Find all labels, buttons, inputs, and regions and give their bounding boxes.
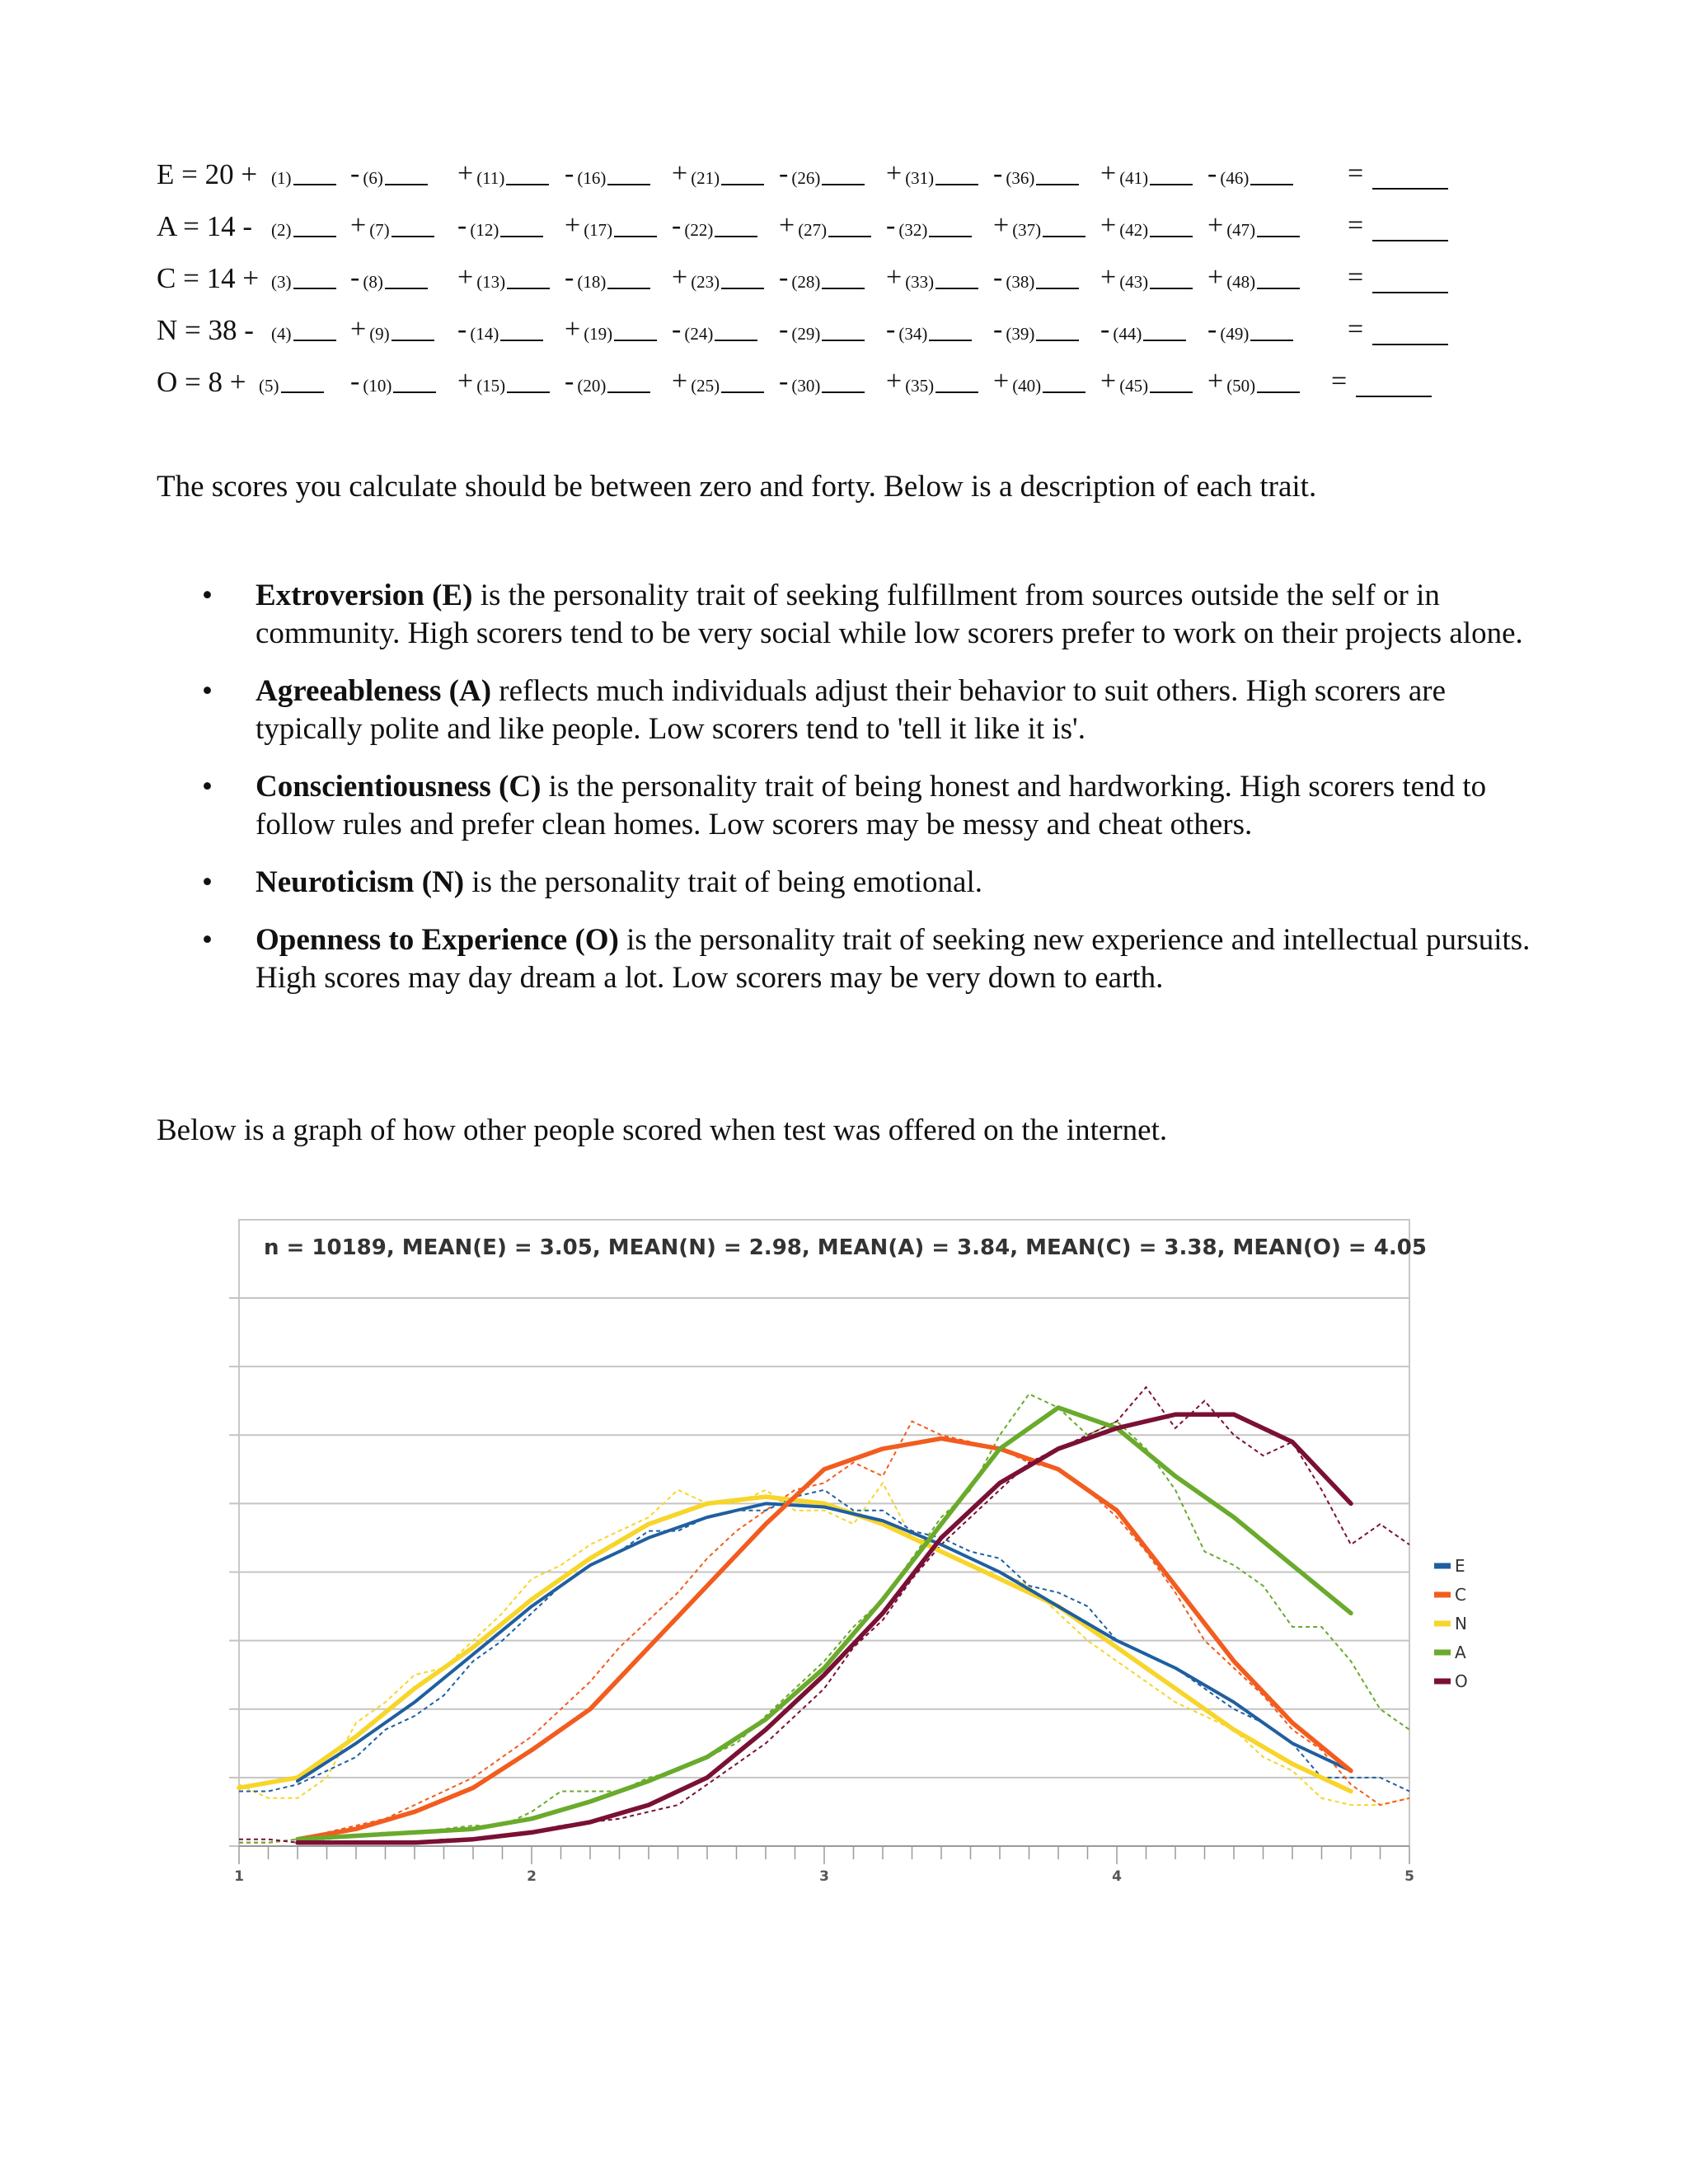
formula-operator: - [993,158,1003,189]
item-number: (20) [577,376,607,396]
item-number: (4) [271,324,292,344]
equals-sign: = [1331,366,1348,396]
bullet-icon: • [202,923,213,957]
graph-intro-text: Below is a graph of how other people scored when test was offered on the internet. [157,1113,1168,1147]
score-result-blank[interactable] [1372,240,1448,241]
formula-operator: + [672,366,688,396]
formula-term [350,262,428,295]
formula-term [565,210,657,243]
formula-operator: - [993,262,1003,293]
answer-blank[interactable] [607,390,650,393]
formula-lhs: A = 14 - [157,210,252,242]
formula-term [672,210,757,243]
formula-operator: - [565,158,574,189]
answer-blank[interactable] [721,390,764,393]
trait-item [202,921,1537,997]
chart-frame [239,1220,1409,1846]
formula-term [672,158,764,191]
item-number: (39) [1006,324,1035,344]
item-number: (40) [1012,376,1042,396]
formula-operator: - [457,314,467,344]
answer-blank[interactable] [1250,182,1293,185]
answer-blank[interactable] [507,286,550,289]
answer-blank[interactable] [1043,390,1085,393]
formula-term [268,210,336,243]
formula-term [779,262,865,295]
formula-operator: - [565,366,574,396]
answer-blank[interactable] [393,390,436,393]
formula-operator: + [672,262,688,293]
formula-term [1100,314,1186,347]
equals-sign: = [1348,158,1364,189]
answer-blank[interactable] [293,286,336,289]
answer-blank[interactable] [822,286,865,289]
answer-blank[interactable] [1150,286,1193,289]
answer-blank[interactable] [293,234,336,237]
formula-operator: + [1100,366,1117,396]
item-number: (17) [584,220,613,240]
item-number: (35) [905,376,935,396]
bullet-icon: • [202,865,213,899]
formula-term [1207,366,1300,399]
answer-blank[interactable] [1036,338,1079,341]
equals-sign: = [1348,262,1364,293]
answer-blank[interactable] [1150,390,1193,393]
formula-operator: - [779,366,789,396]
intro-text: The scores you calculate should be between zero and forty. Below is a description of each trait. [157,470,1317,504]
item-number: (37) [1012,220,1042,240]
formula-operator: + [565,314,581,344]
formula-term [268,262,336,295]
item-number: (42) [1119,220,1149,240]
trait-description: is the personality trait of being honest and hardworking. High scorers tend to follow rules and prefer clean homes. Low scorers may be messy and cheat others. [256,770,1487,841]
formula-lhs: E = 20 + [157,158,258,190]
item-number: (30) [791,376,821,396]
formula-term [457,314,543,347]
item-number: (2) [271,220,292,240]
item-number: (19) [584,324,613,344]
formula-operator: + [886,262,903,293]
trait-description: is the personality trait of seeking fulfillment from sources outside the self or in community. High scorers tend to be very social while low scorers prefer to work on their projects alone. [256,579,1523,650]
item-number: (11) [476,168,505,188]
formula-line [157,314,1475,352]
formula-term [993,262,1079,295]
item-number: (38) [1006,272,1035,292]
formula-operator: - [565,262,574,293]
formula-term [565,158,650,191]
formula-term [268,158,336,191]
trait-description: reflects much individuals adjust their behavior to suit others. High scorers are typically polite and like people. Low scorers tend to 'tell it like it is'. [256,674,1447,746]
formula-term [256,366,324,399]
answer-blank[interactable] [1250,338,1293,341]
answer-blank[interactable] [1257,234,1300,237]
formula-operator: + [993,210,1010,241]
formula-lhs: O = 8 + [157,366,246,398]
item-number: (21) [691,168,720,188]
formula-term [993,158,1079,191]
formula-operator: + [457,262,474,293]
answer-blank[interactable] [607,182,650,185]
item-number: (41) [1119,168,1149,188]
formula-term [779,158,865,191]
trait-description: is the personality trait of being emotional. [464,865,982,899]
formula-operator: - [779,314,789,344]
x-tick-label: 5 [1404,1868,1414,1885]
answer-blank[interactable] [1043,234,1085,237]
answer-blank[interactable] [500,338,543,341]
formula-term [565,314,657,347]
bullet-icon: • [202,674,213,708]
formula-operator: - [350,262,360,293]
item-number: (34) [898,324,928,344]
formula-operator: + [1100,210,1117,241]
formula-term [886,158,978,191]
formula-term [1100,366,1193,399]
answer-blank[interactable] [715,338,757,341]
formula-lhs: N = 38 - [157,314,254,346]
item-number: (48) [1226,272,1256,292]
trait-name: Extroversion (E) [256,579,473,612]
answer-blank[interactable] [392,234,434,237]
item-number: (24) [684,324,714,344]
formula-operator: + [1207,262,1224,293]
item-number: (26) [791,168,821,188]
item-number: (10) [363,376,392,396]
formula-operator: + [672,158,688,189]
formula-term [565,366,650,399]
item-number: (13) [476,272,506,292]
item-number: (7) [369,220,390,240]
x-tick-label: 3 [819,1868,829,1885]
item-number: (25) [691,376,720,396]
formula-lhs: C = 14 + [157,262,260,294]
score-distribution-chart [223,1212,1468,1912]
item-number: (32) [898,220,928,240]
formula-operator: - [1207,158,1217,189]
formula-line [157,210,1475,248]
formula-term [350,210,434,243]
item-number: (46) [1220,168,1250,188]
item-number: (33) [905,272,935,292]
answer-blank[interactable] [506,182,549,185]
answer-blank[interactable] [385,286,428,289]
formula-operator: - [1207,314,1217,344]
formula-term [779,210,871,243]
answer-blank[interactable] [500,234,543,237]
formula-term [672,262,764,295]
answer-blank[interactable] [822,338,865,341]
answer-blank[interactable] [1257,390,1300,393]
bullet-icon: • [202,579,213,612]
equals-sign: = [1348,314,1364,344]
answer-blank[interactable] [721,286,764,289]
formula-term [350,158,428,191]
answer-blank[interactable] [1143,338,1186,341]
formula-term [886,210,972,243]
score-result-blank[interactable] [1356,396,1432,397]
item-number: (45) [1119,376,1149,396]
answer-blank[interactable] [929,338,972,341]
formula-operator: + [886,158,903,189]
answer-blank[interactable] [935,182,978,185]
formula-term [672,314,757,347]
answer-blank[interactable] [828,234,871,237]
item-number: (18) [577,272,607,292]
formula-operator: - [1100,314,1110,344]
formula-term [1100,158,1193,191]
formula-term [565,262,650,295]
answer-blank[interactable] [929,234,972,237]
legend-label-A: A [1455,1643,1466,1662]
item-number: (28) [791,272,821,292]
formula-operator: - [779,158,789,189]
answer-blank[interactable] [507,390,550,393]
answer-blank[interactable] [293,338,336,341]
formula-operator: - [993,314,1003,344]
legend-label-C: C [1455,1585,1466,1605]
formula-term [779,314,865,347]
item-number: (16) [577,168,607,188]
formula-term [886,314,972,347]
formula-operator: - [350,158,360,189]
item-number: (14) [470,324,499,344]
item-number: (29) [791,324,821,344]
formula-operator: + [350,210,367,241]
trait-name: Neuroticism (N) [256,865,465,899]
formula-term [993,210,1085,243]
formula-term [993,366,1085,399]
formula-term [457,366,550,399]
answer-blank[interactable] [614,338,657,341]
item-number: (15) [476,376,506,396]
formula-term [1207,262,1300,295]
equals-sign: = [1348,210,1364,241]
formula-term [672,366,764,399]
chart-svg [223,1212,1468,1912]
formula-operator: + [779,210,795,241]
item-number: (23) [691,272,720,292]
legend-label-N: N [1455,1614,1467,1633]
formula-operator: - [886,210,896,241]
item-number: (6) [363,168,383,188]
answer-blank[interactable] [281,390,324,393]
item-number: (49) [1220,324,1250,344]
trait-item [202,577,1537,653]
item-number: (1) [271,168,292,188]
x-tick-label: 1 [234,1868,244,1885]
answer-blank[interactable] [1150,182,1193,185]
answer-blank[interactable] [721,182,764,185]
answer-blank[interactable] [293,182,336,185]
formula-term [1207,158,1293,191]
formula-operator: + [1100,158,1117,189]
formula-operator: + [1100,262,1117,293]
formula-term [1100,262,1193,295]
formula-operator: + [565,210,581,241]
trait-description: is the personality trait of seeking new experience and intellectual pursuits. High scores may day dream a lot. Low scorers may be very down to earth. [256,923,1531,995]
formula-operator: - [672,210,682,241]
item-number: (8) [363,272,383,292]
trait-name: Openness to Experience (O) [256,923,619,957]
answer-blank[interactable] [935,286,978,289]
item-number: (9) [369,324,390,344]
formula-operator: + [457,158,474,189]
answer-blank[interactable] [614,234,657,237]
formula-line [157,366,1475,404]
answer-blank[interactable] [385,182,428,185]
item-number: (27) [798,220,828,240]
item-number: (31) [905,168,935,188]
formula-term [350,314,434,347]
formula-operator: + [457,366,474,396]
score-result-blank[interactable] [1372,344,1448,345]
formula-term [779,366,865,399]
legend-label-O: O [1455,1671,1468,1691]
answer-blank[interactable] [1036,286,1079,289]
formula-operator: + [1207,210,1224,241]
item-number: (3) [271,272,292,292]
formula-term [350,366,436,399]
formula-operator: - [672,314,682,344]
item-number: (5) [259,376,279,396]
item-number: (44) [1113,324,1142,344]
trait-list [202,577,1537,1017]
answer-blank[interactable] [607,286,650,289]
item-number: (12) [470,220,499,240]
formula-operator: - [350,366,360,396]
formula-term [993,314,1079,347]
formula-term [1207,210,1300,243]
answer-blank[interactable] [392,338,434,341]
formula-operator: + [1207,366,1224,396]
answer-blank[interactable] [1150,234,1193,237]
formula-term [1207,314,1293,347]
trait-item [202,864,1537,902]
chart-title: n = 10189, MEAN(E) = 3.05, MEAN(N) = 2.98, MEAN(A) = 3.84, MEAN(C) = 3.38, MEAN(O) = 4.05 [264,1235,1427,1260]
formula-term [1100,210,1193,243]
formula-operator: + [350,314,367,344]
formula-term [268,314,336,347]
bullet-icon: • [202,770,213,804]
formula-term [457,210,543,243]
item-number: (50) [1226,376,1256,396]
trait-item [202,768,1537,844]
formula-term [886,262,978,295]
item-number: (22) [684,220,714,240]
formula-operator: + [993,366,1010,396]
formula-operator: + [886,366,903,396]
answer-blank[interactable] [1257,286,1300,289]
x-tick-label: 4 [1112,1868,1122,1885]
formula-line [157,262,1475,300]
answer-blank[interactable] [715,234,757,237]
legend-label-E: E [1455,1556,1465,1576]
formula-operator: - [457,210,467,241]
x-tick-label: 2 [527,1868,537,1885]
trait-item [202,673,1537,748]
formula-line [157,158,1475,196]
formula-term [886,366,978,399]
formula-term [457,158,549,191]
answer-blank[interactable] [935,390,978,393]
formula-operator: - [886,314,896,344]
trait-name: Conscientiousness (C) [256,770,542,804]
answer-blank[interactable] [822,390,865,393]
answer-blank[interactable] [1036,182,1079,185]
answer-blank[interactable] [822,182,865,185]
score-result-blank[interactable] [1372,292,1448,293]
item-number: (36) [1006,168,1035,188]
trait-name: Agreeableness (A) [256,674,492,708]
formula-operator: - [779,262,789,293]
item-number: (47) [1226,220,1256,240]
score-result-blank[interactable] [1372,188,1448,190]
formula-term [457,262,550,295]
item-number: (43) [1119,272,1149,292]
